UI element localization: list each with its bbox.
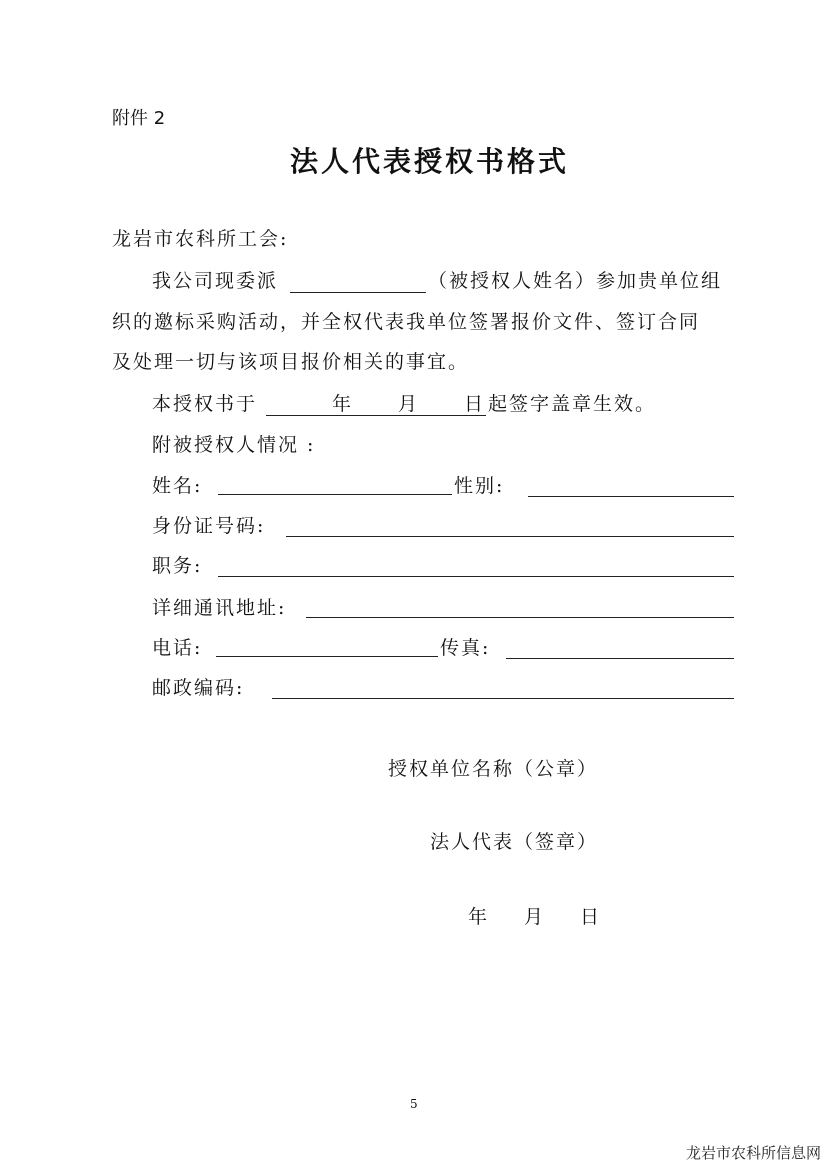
signature-month: 月 xyxy=(524,906,546,928)
para1-line3: 及处理一切与该项目报价相关的事宜。 xyxy=(112,351,470,373)
authorizing-unit: 授权单位名称（公章） xyxy=(388,758,599,780)
signature-year: 年 xyxy=(468,906,490,928)
postcode-blank xyxy=(272,698,734,699)
address-blank xyxy=(306,617,734,618)
legal-representative: 法人代表（签章） xyxy=(430,831,599,853)
effective-date-blank xyxy=(266,415,486,416)
position-label: 职务: xyxy=(152,555,203,577)
attachment-label: 附件 2 xyxy=(112,108,166,129)
gender-label: 性别: xyxy=(454,475,505,497)
signature-day: 日 xyxy=(580,906,602,928)
fax-label: 传真: xyxy=(440,637,491,659)
id-blank xyxy=(286,536,734,537)
fax-blank xyxy=(506,658,734,659)
postcode-label: 邮政编码: xyxy=(152,677,245,699)
name-blank xyxy=(218,494,452,495)
agent-name-blank xyxy=(290,292,426,293)
effective-prefix: 本授权书于 xyxy=(152,393,258,415)
gender-blank xyxy=(528,496,734,497)
position-blank xyxy=(218,576,734,577)
addressee: 龙岩市农科所工会: xyxy=(112,228,289,250)
phone-label: 电话: xyxy=(152,637,203,659)
name-label: 姓名: xyxy=(152,475,203,497)
watermark: 龙岩市农科所信息网 xyxy=(686,1144,822,1162)
attached-heading: 附被授权人情况 : xyxy=(152,434,316,456)
id-label: 身份证号码: xyxy=(152,515,266,537)
page-number: 5 xyxy=(410,1097,418,1111)
effective-month: 月 xyxy=(398,393,420,415)
effective-day: 日 xyxy=(464,393,486,415)
effective-year: 年 xyxy=(332,393,354,415)
para1-line2: 织的邀标采购活动，并全权代表我单位签署报价文件、签订合同 xyxy=(112,311,701,333)
phone-blank xyxy=(216,656,438,657)
document-title: 法人代表授权书格式 xyxy=(290,145,570,178)
effective-suffix: 起签字盖章生效。 xyxy=(488,393,657,415)
para1-suffix: （被授权人姓名）参加贵单位组 xyxy=(428,270,723,292)
para1-prefix: 我公司现委派 xyxy=(152,270,279,292)
address-label: 详细通讯地址: xyxy=(152,597,287,619)
